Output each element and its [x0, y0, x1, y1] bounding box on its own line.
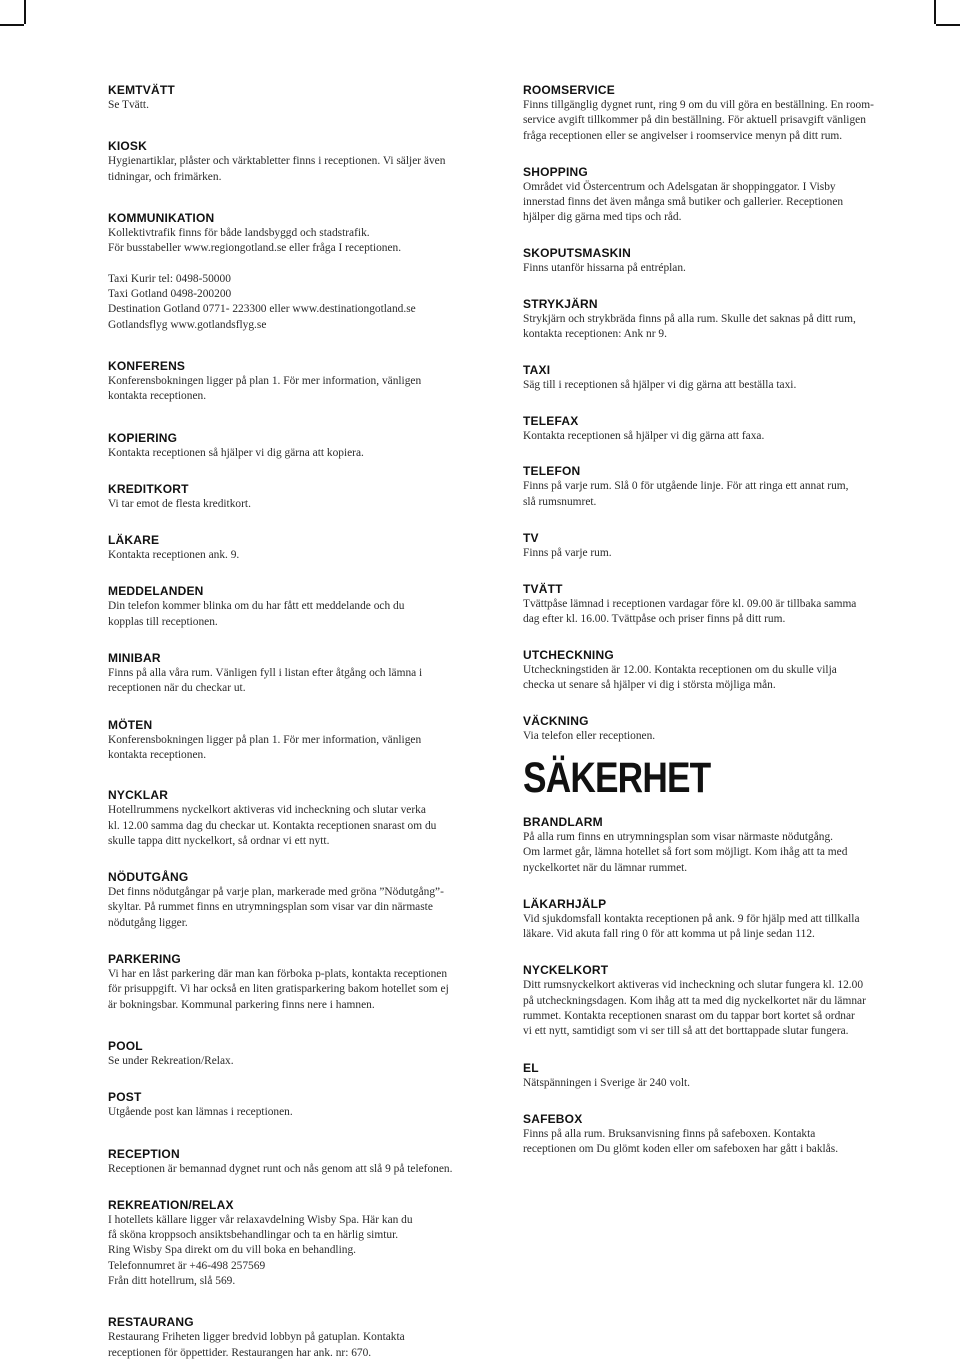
section-text-line: Gotlandsflyg www.gotlandsflyg.se [108, 318, 267, 331]
section-title: NYCKLAR [108, 788, 169, 803]
section-title: KOMMUNIKATION [108, 210, 215, 225]
section-utcheckning [523, 648, 908, 694]
section-text-line: receptionen när du checkar ut. [108, 682, 246, 695]
section-shopping [523, 165, 908, 226]
section-text-line: hjälper dig gärna med tips och råd. [523, 211, 682, 224]
section-text-line: kontakta receptionen: Ank nr 9. [523, 328, 667, 341]
section-title: TAXI [523, 362, 551, 377]
section-text-line [108, 256, 488, 271]
section-text-line: Se Tvätt. [108, 99, 149, 111]
section-restaurang [108, 1315, 488, 1361]
section-text-line: receptionen för öppettider. Restaurangen har ank. nr: 670. [108, 1346, 372, 1359]
section-text-line: kopplas till receptionen. [108, 615, 218, 628]
crop-mark-top-left [24, 0, 26, 24]
section-text-line: Finns tillgänglig dygnet runt, ring 9 om du vill göra en beställning. En room- [523, 99, 874, 111]
section-text-line: Din telefon kommer blinka om du har fått ett meddelande och du [108, 600, 405, 613]
section-post [108, 1090, 488, 1120]
section-text-line: på utcheckningsdagen. Kom ihåg att ta med dig nyckelkortet när du lämnar [523, 994, 866, 1007]
section-tv [523, 531, 908, 561]
section-text-line: för prisuppgift. Vi har också en liten gratisparkering bakom hotellet som ej [108, 983, 449, 996]
section-title: LÄKARE [108, 533, 160, 548]
section-text-line: service avgift tillkommer på din beställning. För aktuell prisavgift vänligen [523, 114, 866, 127]
section-title: MEDDELANDEN [108, 584, 204, 599]
section-text-line: Finns på varje rum. [523, 546, 612, 559]
section-text-line: Hotellrummens nyckelkort aktiveras vid incheckning och slutar verka [108, 804, 426, 817]
section-strykjarn [523, 297, 908, 343]
section-text-line: Se under Rekreation/Relax. [108, 1054, 234, 1067]
section-text-line: receptionen om Du glömt koden eller om safeboxen har gått i baklås. [523, 1143, 839, 1156]
section-text-line: är bokningsbar. Kommunal parkering finns nere i hamnen. [108, 998, 375, 1011]
section-text-line: nödutgång ligger. [108, 916, 188, 929]
section-moten [108, 718, 488, 764]
section-brandlarm [523, 815, 908, 876]
section-text-line: Ditt rumsnyckelkort aktiveras vid incheckning och slutar fungera kl. 12.00 [523, 979, 864, 992]
section-title: REKREATION/RELAX [108, 1197, 234, 1212]
section-title: BRANDLARM [523, 815, 603, 829]
section-lakarhjalp [523, 897, 908, 943]
section-telefax [523, 414, 908, 444]
section-reception [108, 1147, 488, 1177]
section-text-line: På alla rum finns en utrymningsplan som visar närmaste nödutgång. [523, 831, 834, 843]
section-text-line: Säg till i receptionen så hjälper vi dig gärna att beställa taxi. [523, 378, 797, 391]
section-text-line: checka ut senare så hjälper vi dig i största möjliga mån. [523, 679, 776, 692]
section-text-line: dag efter kl. 16.00. Tvättpåse och priser finns på ditt rum. [523, 613, 786, 626]
section-skoputsmaskin [523, 246, 908, 276]
section-title: POST [108, 1090, 142, 1105]
section-text-line: kontakta receptionen. [108, 748, 207, 761]
section-text-line: Hygienartiklar, plåster och värktabletter finns i receptionen. Vi säljer även [108, 155, 446, 168]
section-title: KIOSK [108, 139, 148, 154]
section-text-line: tidningar, och frimärken. [108, 170, 222, 183]
section-text-line: rummet. Kontakta receptionen snarast om du tappar bort kortet så ordnar [523, 1010, 855, 1023]
section-minibar [108, 651, 488, 697]
section-title: STRYKJÄRN [523, 297, 598, 312]
section-text-line: Via telefon eller receptionen. [523, 730, 656, 743]
section-tvatt [523, 582, 908, 628]
section-text-line: För busstabeller www.regiongotland.se eller fråga I receptionen. [108, 242, 402, 255]
section-text-line: innerstad finns det även många små butiker och gallerier. Receptionen [523, 196, 844, 209]
section-text-line: Utgående post kan lämnas i receptionen. [108, 1106, 293, 1119]
section-text-line: Taxi Gotland 0498-200200 [108, 288, 232, 301]
section-text-line: Receptionen är bemannad dygnet runt och nås genom att slå 9 på telefonen. [108, 1162, 453, 1175]
section-kreditkort [108, 482, 488, 512]
section-kopiering [108, 431, 488, 461]
section-text-line: få sköna kroppsoch ansiktsbehandlingar och ta en härlig simtur. [108, 1229, 399, 1242]
section-title: POOL [108, 1038, 143, 1053]
section-text-line: Vi har en låst parkering där man kan förboka p-plats, kontakta receptionen [108, 968, 448, 981]
crop-mark-top-left-h [0, 24, 24, 26]
section-konferens [108, 359, 488, 405]
section-nycklar [108, 788, 488, 849]
section-meddelanden [108, 584, 488, 630]
section-text-line: Telefonnumret är +46-498 257569 [108, 1259, 266, 1272]
section-vackning [523, 714, 908, 744]
section-title: PARKERING [108, 952, 181, 967]
section-title: RESTAURANG [108, 1315, 194, 1330]
section-title: KONFERENS [108, 358, 186, 373]
section-title: TELEFON [523, 464, 581, 479]
section-title: MÖTEN [108, 717, 153, 732]
section-text-line: I hotellets källare ligger vår relaxavdelning Wisby Spa. Här kan du [108, 1213, 413, 1226]
section-text-line: skyltar. På rummet finns en utrymningsplan som visar var din närmaste [108, 901, 433, 914]
section-text-line: Från ditt hotellrum, slå 569. [108, 1274, 236, 1287]
section-title: VÄCKNING [523, 714, 589, 729]
section-title: TVÄTT [523, 582, 563, 597]
section-text-line: kl. 12.00 samma dag du checkar ut. Kontakta receptionen snarast om du [108, 819, 437, 832]
section-text-line: Finns utanför hissarna på entréplan. [523, 261, 686, 274]
section-text-line: Destination Gotland 0771- 223300 eller www.destinationgotland.se [108, 303, 416, 316]
section-text-line: Kontakta receptionen så hjälper vi dig gärna att faxa. [523, 429, 765, 442]
section-text-line: vi ett nytt, samtidigt som vi ser till så att det borttappade slutar fungera. [523, 1025, 849, 1038]
section-text-line: Ring Wisby Spa direkt om du vill boka en behandling. [108, 1244, 357, 1257]
section-title: KREDITKORT [108, 481, 189, 496]
section-taxi [523, 363, 908, 393]
crop-mark-top-right-h [936, 24, 960, 26]
section-text-line: Om larmet går, lämna hotellet så fort som möjligt. Kom ihåg att ta med [523, 846, 848, 859]
section-title: RECEPTION [108, 1146, 180, 1161]
section-title: KEMTVÄTT [108, 83, 175, 97]
section-text-line: Det finns nödutgångar på varje plan, markerade med gröna ”Nödutgång”- [108, 886, 444, 899]
section-text-line: Kollektivtrafik finns för både landsbyggd och stadstrafik. [108, 226, 370, 239]
section-text-line: Nätspänningen i Sverige är 240 volt. [523, 1076, 691, 1089]
section-text-line: Strykjärn och strykbräda finns på alla rum. Skulle det saknas på ditt rum, [523, 313, 856, 326]
section-title: TV [523, 530, 539, 545]
section-safebox [523, 1112, 908, 1158]
section-title: SHOPPING [523, 164, 588, 179]
section-text-line: Kontakta receptionen ank. 9. [108, 549, 240, 562]
section-text-line: Konferensbokningen ligger på plan 1. För mer information, vänligen [108, 374, 422, 387]
section-title: KOPIERING [108, 430, 178, 445]
section-text-line: Taxi Kurir tel: 0498-50000 [108, 272, 231, 285]
section-title: NÖDUTGÅNG [108, 870, 189, 885]
section-text-line: Vi tar emot de flesta kreditkort. [108, 497, 251, 510]
right-column [523, 83, 908, 1156]
crop-mark-top-right [934, 0, 936, 24]
section-pool [108, 1039, 488, 1069]
section-nodutgang [108, 870, 488, 931]
section-text-line: Området vid Östercentrum och Adelsgatan är shoppinggator. I Visby [523, 180, 836, 193]
section-text-line: fråga receptionen eller se angivelser i roomservice menyn på ditt rum. [523, 129, 843, 142]
section-title: TELEFAX [523, 413, 579, 428]
section-lakare [108, 533, 488, 563]
section-title: NYCKELKORT [523, 963, 609, 978]
section-text-line: slå rumsnumret. [523, 495, 597, 508]
safety-sections [523, 815, 908, 1158]
section-text-line: Tvättpåse lämnad i receptionen vardagar före kl. 09.00 är tillbaka samma [523, 598, 857, 611]
section-title: UTCHECKNING [523, 647, 614, 662]
section-text-line: Finns på alla rum. Bruksanvisning finns på safeboxen. Kontakta [523, 1127, 816, 1140]
section-text-line: Kontakta receptionen så hjälper vi dig gärna att kopiera. [108, 446, 364, 459]
section-telefon [523, 464, 908, 510]
left-column [108, 83, 488, 1361]
section-kiosk [108, 139, 488, 185]
section-kemtvatt [108, 83, 488, 113]
section-text-line: Utcheckningstiden är 12.00. Kontakta receptionen om du skulle vilja [523, 663, 837, 676]
section-el [523, 1061, 908, 1091]
section-text-line: Konferensbokningen ligger på plan 1. För mer information, vänligen [108, 733, 422, 746]
section-parkering [108, 952, 488, 1013]
section-text-line: Vid sjukdomsfall kontakta receptionen på ank. 9 för hjälp med att tillkalla [523, 912, 860, 925]
section-text-line: nyckelkortet när du lämnar rummet. [523, 861, 688, 874]
section-text-line: skulle tappa ditt nyckelkort, så ordnar vi ett nytt. [108, 834, 330, 847]
section-text-line: Finns på varje rum. Slå 0 för utgående linje. För att ringa ett annat rum, [523, 480, 849, 493]
section-text-line: Finns på alla våra rum. Vänligen fyll i listan efter åtgång och lämna i [108, 667, 423, 680]
section-rekreation-relax [108, 1198, 488, 1289]
section-nyckelkort [523, 963, 908, 1039]
section-text-line: Restaurang Friheten ligger bredvid lobbyn på gatuplan. Kontakta [108, 1331, 405, 1344]
section-title: MINIBAR [108, 651, 161, 666]
section-text-line: kontakta receptionen. [108, 390, 207, 403]
safety-heading: SÄKERHET [523, 754, 711, 802]
section-title: ROOMSERVICE [523, 83, 615, 97]
section-roomservice [523, 83, 908, 144]
section-title: SKOPUTSMASKIN [523, 245, 631, 260]
right-column-list [523, 83, 908, 745]
section-title: LÄKARHJÄLP [523, 896, 607, 911]
section-title: EL [523, 1060, 539, 1075]
section-kommunikation [108, 211, 488, 333]
section-title: SAFEBOX [523, 1111, 583, 1126]
section-text-line: läkare. Vid akuta fall ring 0 för att komma ut på linje sedan 112. [523, 928, 815, 941]
